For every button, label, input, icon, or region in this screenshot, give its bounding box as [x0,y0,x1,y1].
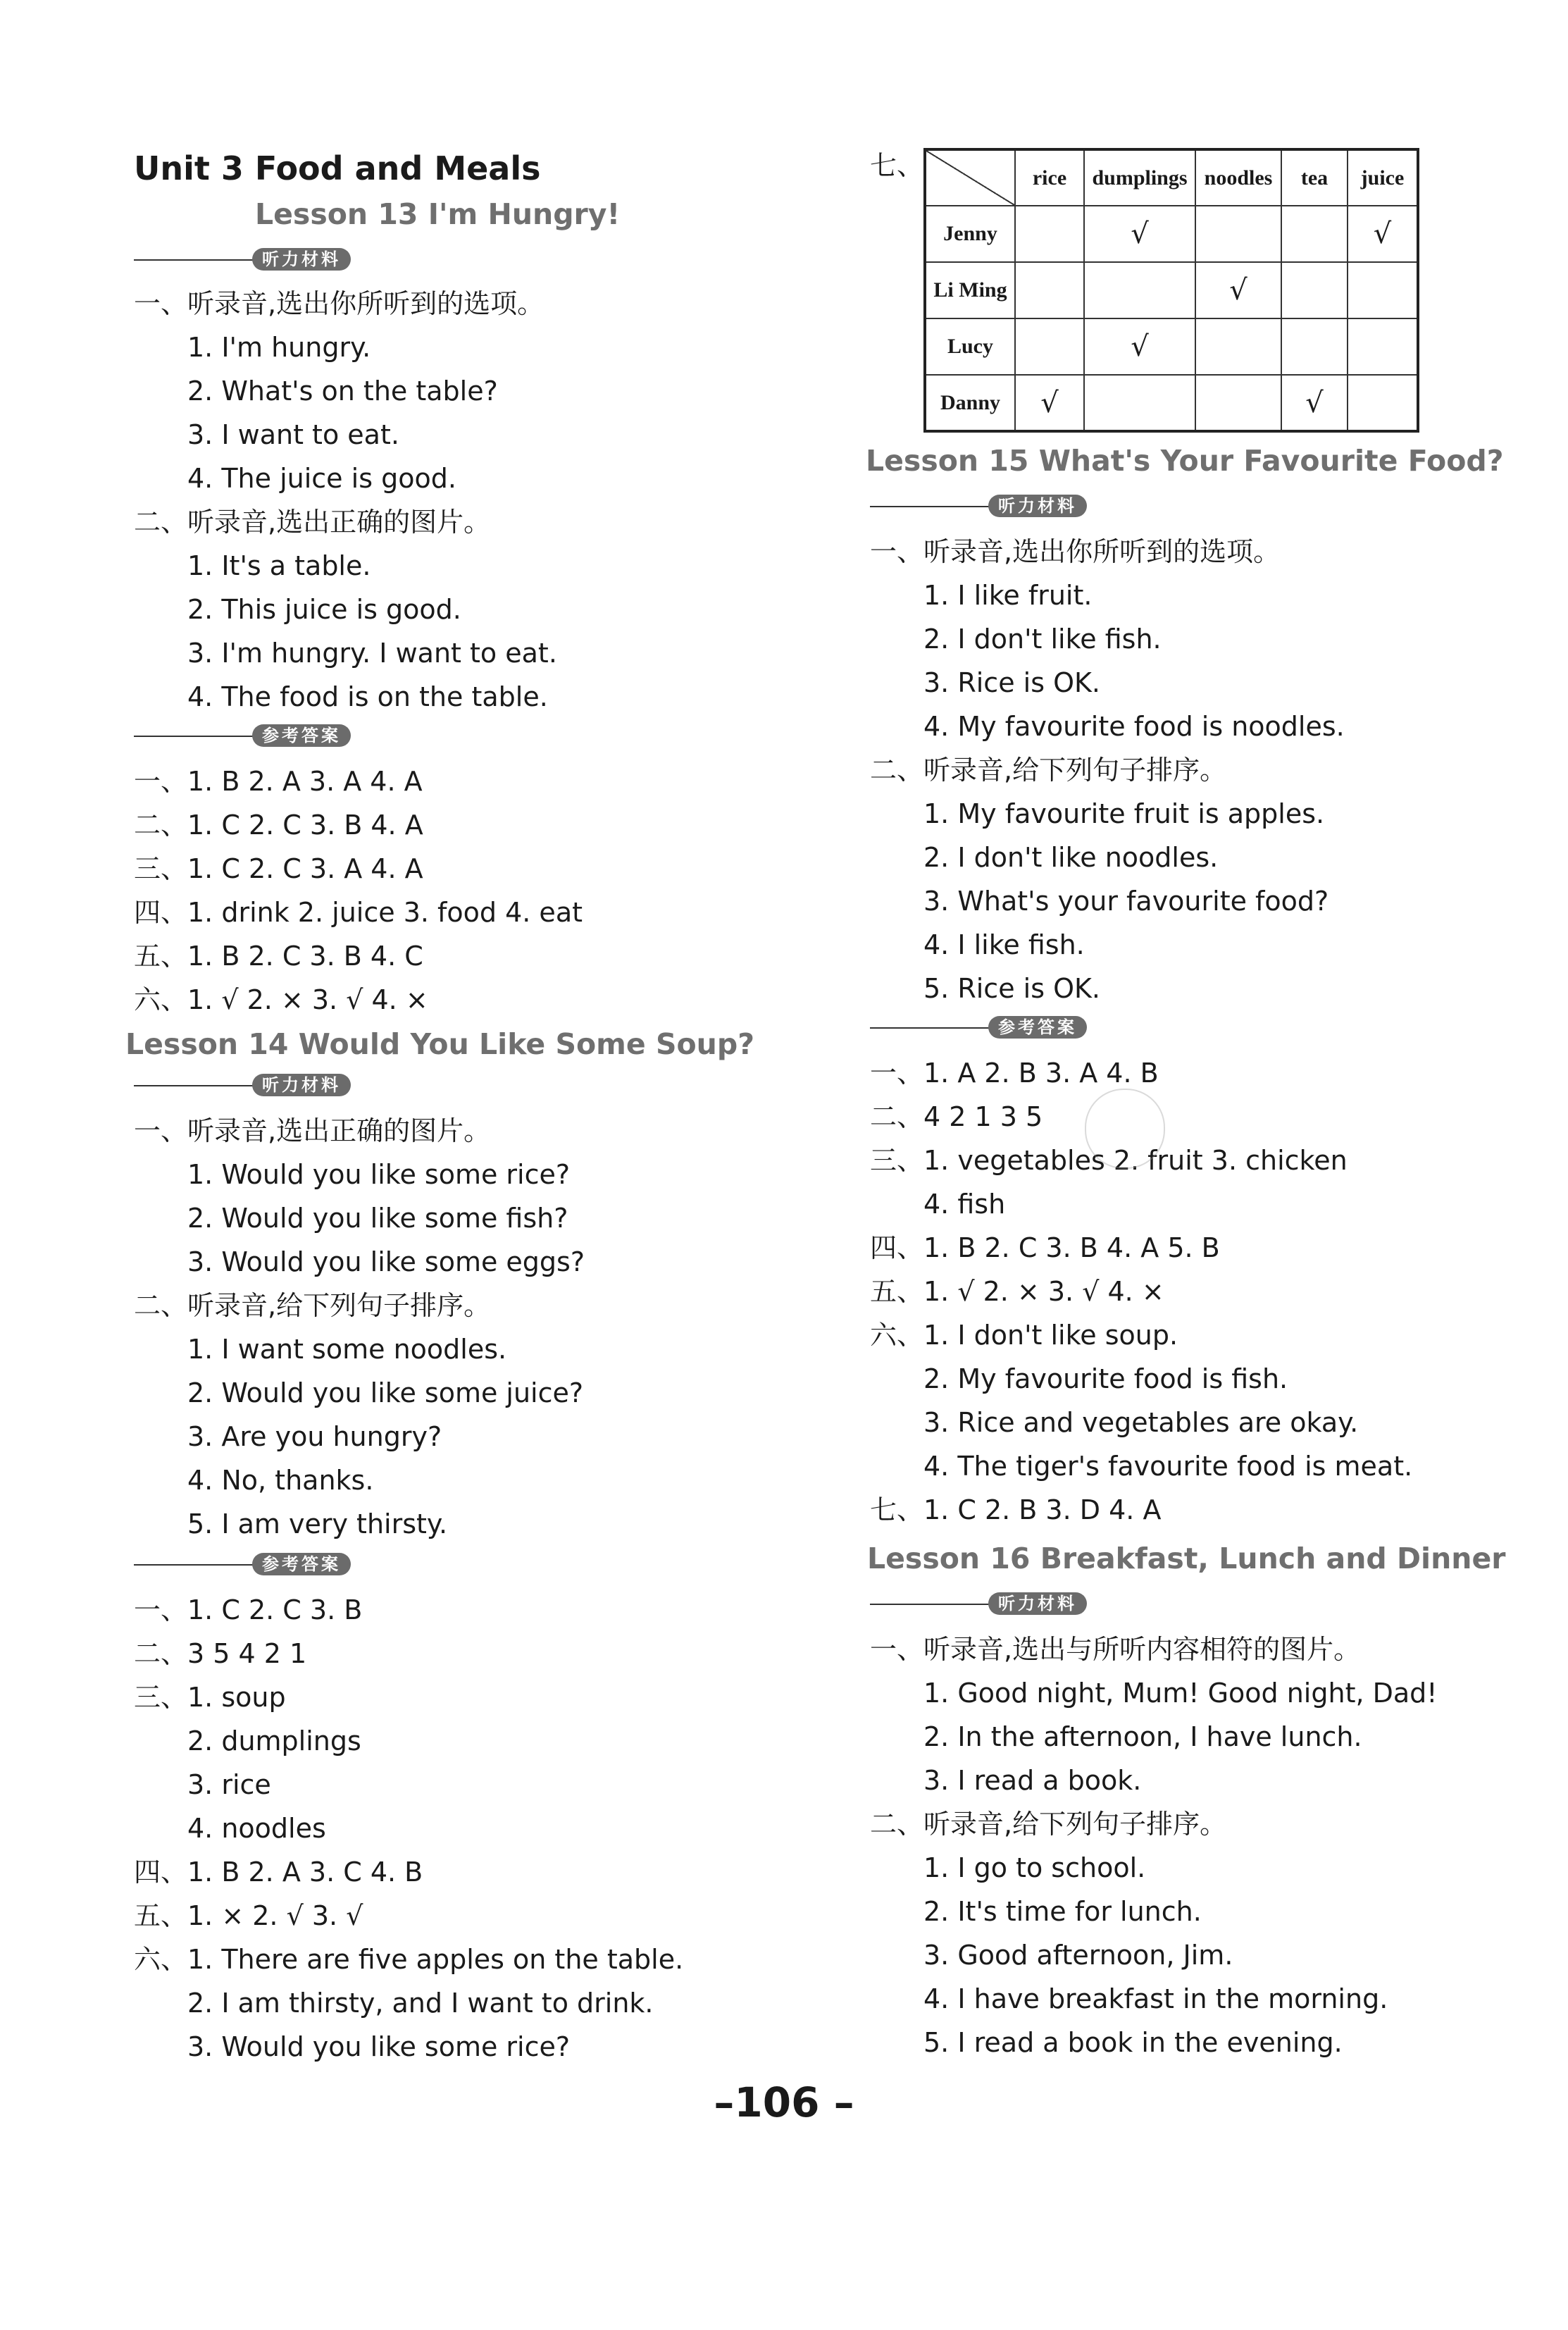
l15-answer-4: 四、1. B 2. C 3. B 4. A 5. B [870,1232,1220,1263]
l15-listen-10: 5. Rice is OK. [923,973,1100,1004]
l13-listen-7: 2. This juice is good. [187,594,461,625]
lesson15-listening-label [870,495,1109,519]
table-col-header: rice [1015,149,1084,206]
lesson16-listening-label [870,1592,1109,1616]
l14-answer-8: 六、1. There are five apples on the table. [134,1944,684,1975]
lesson15-title: Lesson 15 What's Your Favourite Food? [866,444,1504,478]
l14-answer-0: 一、1. C 2. C 3. B [134,1594,363,1625]
table-cell [1015,206,1084,262]
l16-listen-0: 一、听录音,选出与所听内容相符的图片。 [870,1634,1361,1665]
l15-listen-5: 二、听录音,给下列句子排序。 [870,755,1227,786]
unit-title: Unit 3 Food and Meals [134,149,541,187]
lesson16-title: Lesson 16 Breakfast, Lunch and Dinner [867,1542,1506,1575]
l15-listen-8: 3. What's your favourite food? [923,886,1329,917]
l15-listen-0: 一、听录音,选出你所听到的选项。 [870,536,1281,567]
l15-answer-8: 3. Rice and vegetables are okay. [923,1407,1359,1438]
table-cell [1281,318,1348,375]
l13-answer-5: 六、1. √ 2. × 3. √ 4. × [134,984,428,1015]
table-row-header: Danny [925,375,1015,431]
table-cell [1281,262,1348,318]
listening-pill: 听力材料 [988,1592,1087,1615]
l14-listen-1: 1. Would you like some rice? [187,1159,571,1190]
l14-answer-4: 3. rice [187,1769,271,1800]
table7-prefix: 七、 [870,150,924,181]
lesson14-title: Lesson 14 Would You Like Some Soup? [125,1027,754,1061]
table-row-header: Li Ming [925,262,1015,318]
table-cell [1281,206,1348,262]
l15-answer-3: 4. fish [923,1189,1006,1220]
l14-listen-8: 4. No, thanks. [187,1465,374,1496]
l16-listen-1: 1. Good night, Mum! Good night, Dad! [923,1678,1438,1709]
l14-listen-4: 二、听录音,给下列句子排序。 [134,1290,491,1321]
l15-listen-9: 4. I like fish. [923,929,1085,960]
l13-answer-4: 五、1. B 2. C 3. B 4. C [134,941,423,972]
l15-answer-0: 一、1. A 2. B 3. A 4. B [870,1058,1159,1089]
table-cell [1195,206,1281,262]
table-row-header: Lucy [925,318,1015,375]
l14-answer-5: 4. noodles [187,1813,326,1844]
listening-pill: 听力材料 [252,248,351,271]
l14-listen-6: 2. Would you like some juice? [187,1377,584,1408]
l16-listen-8: 4. I have breakfast in the morning. [923,1983,1388,2014]
table-cell [1195,318,1281,375]
l13-listen-9: 4. The food is on the table. [187,681,548,712]
table-col-header: juice [1348,149,1418,206]
l14-listen-9: 5. I am very thirsty. [187,1508,448,1539]
lesson14-listening-label [134,1074,373,1098]
l14-answer-1: 二、3 5 4 2 1 [134,1638,307,1669]
table-cell [1015,262,1084,318]
table-cell: √ [1281,375,1348,431]
table-cell [1348,375,1418,431]
l14-answer-7: 五、1. × 2. √ 3. √ [134,1900,363,1931]
l15-answer-7: 2. My favourite food is fish. [923,1363,1288,1394]
l16-listen-3: 3. I read a book. [923,1765,1142,1796]
lesson13-answers-label [134,724,373,748]
table-col-header: dumplings [1084,149,1195,206]
l14-listen-3: 3. Would you like some eggs? [187,1246,585,1277]
listening-pill: 听力材料 [252,1074,351,1096]
answers-pill: 参考答案 [252,724,351,747]
l13-listen-6: 1. It's a table. [187,550,371,581]
watermark-stamp [1085,1089,1165,1169]
l15-listen-2: 2. I don't like fish. [923,624,1162,655]
lesson13-listening-label [134,248,373,272]
l16-listen-7: 3. Good afternoon, Jim. [923,1940,1233,1971]
table-col-header: tea [1281,149,1348,206]
l15-listen-4: 4. My favourite food is noodles. [923,711,1345,742]
l14-listen-7: 3. Are you hungry? [187,1421,442,1452]
lesson15-answers-label [870,1016,1109,1040]
l15-answer-6: 六、1. I don't like soup. [870,1320,1178,1351]
table-col-header: noodles [1195,149,1281,206]
table-cell: √ [1084,206,1195,262]
l16-listen-2: 2. In the afternoon, I have lunch. [923,1721,1362,1752]
l13-listen-3: 3. I want to eat. [187,419,399,450]
l14-answer-10: 3. Would you like some rice? [187,2031,571,2062]
l15-listen-7: 2. I don't like noodles. [923,842,1219,873]
l16-listen-4: 二、听录音,给下列句子排序。 [870,1809,1227,1840]
l15-listen-3: 3. Rice is OK. [923,667,1100,698]
l13-listen-5: 二、听录音,选出正确的图片。 [134,507,491,538]
lesson14-answers-label [134,1553,373,1577]
l16-listen-5: 1. I go to school. [923,1852,1146,1883]
table-row-header: Jenny [925,206,1015,262]
page-number: –106 – [714,2078,854,2126]
table-cell [1015,318,1084,375]
lesson13-title: Lesson 13 I'm Hungry! [255,197,621,231]
table-cell [1348,318,1418,375]
l13-answer-3: 四、1. drink 2. juice 3. food 4. eat [134,897,583,928]
l14-answer-3: 2. dumplings [187,1725,361,1756]
table-cell: √ [1348,206,1418,262]
l15-answer-9: 4. The tiger's favourite food is meat. [923,1451,1413,1482]
l14-answer-6: 四、1. B 2. A 3. C 4. B [134,1857,423,1888]
l13-listen-8: 3. I'm hungry. I want to eat. [187,638,557,669]
l14-listen-0: 一、听录音,选出正确的图片。 [134,1115,491,1146]
table-cell: √ [1084,318,1195,375]
l16-listen-6: 2. It's time for lunch. [923,1896,1202,1927]
preference-table [923,148,1419,433]
l13-answer-0: 一、1. B 2. A 3. A 4. A [134,766,423,797]
answers-pill: 参考答案 [988,1016,1087,1039]
l13-answer-1: 二、1. C 2. C 3. B 4. A [134,810,423,841]
l13-listen-2: 2. What's on the table? [187,376,498,407]
l15-listen-6: 1. My favourite fruit is apples. [923,798,1325,829]
listening-pill: 听力材料 [988,495,1087,517]
l14-listen-5: 1. I want some noodles. [187,1334,507,1365]
l14-answer-9: 2. I am thirsty, and I want to drink. [187,1988,654,2019]
l13-answer-2: 三、1. C 2. C 3. A 4. A [134,853,423,884]
l15-answer-2: 三、1. vegetables 2. fruit 3. chicken [870,1145,1348,1176]
l15-listen-1: 1. I like fruit. [923,580,1093,611]
l16-listen-9: 5. I read a book in the evening. [923,2027,1343,2058]
l15-answer-1: 二、4 2 1 3 5 [870,1101,1043,1132]
table-cell [1348,262,1418,318]
table-cell [1195,375,1281,431]
table-cell: √ [1015,375,1084,431]
table-cell: √ [1195,262,1281,318]
table-cell [1084,262,1195,318]
answers-pill: 参考答案 [252,1553,351,1575]
l14-listen-2: 2. Would you like some fish? [187,1203,568,1234]
l14-answer-2: 三、1. soup [134,1682,286,1713]
table-cell [1084,375,1195,431]
l15-answer-5: 五、1. √ 2. × 3. √ 4. × [870,1276,1164,1307]
l15-answer-10: 七、1. C 2. B 3. D 4. A [870,1494,1162,1525]
l13-listen-0: 一、听录音,选出你所听到的选项。 [134,288,545,319]
table-corner [925,149,1015,206]
l13-listen-1: 1. I'm hungry. [187,332,371,363]
l13-listen-4: 4. The juice is good. [187,463,456,494]
